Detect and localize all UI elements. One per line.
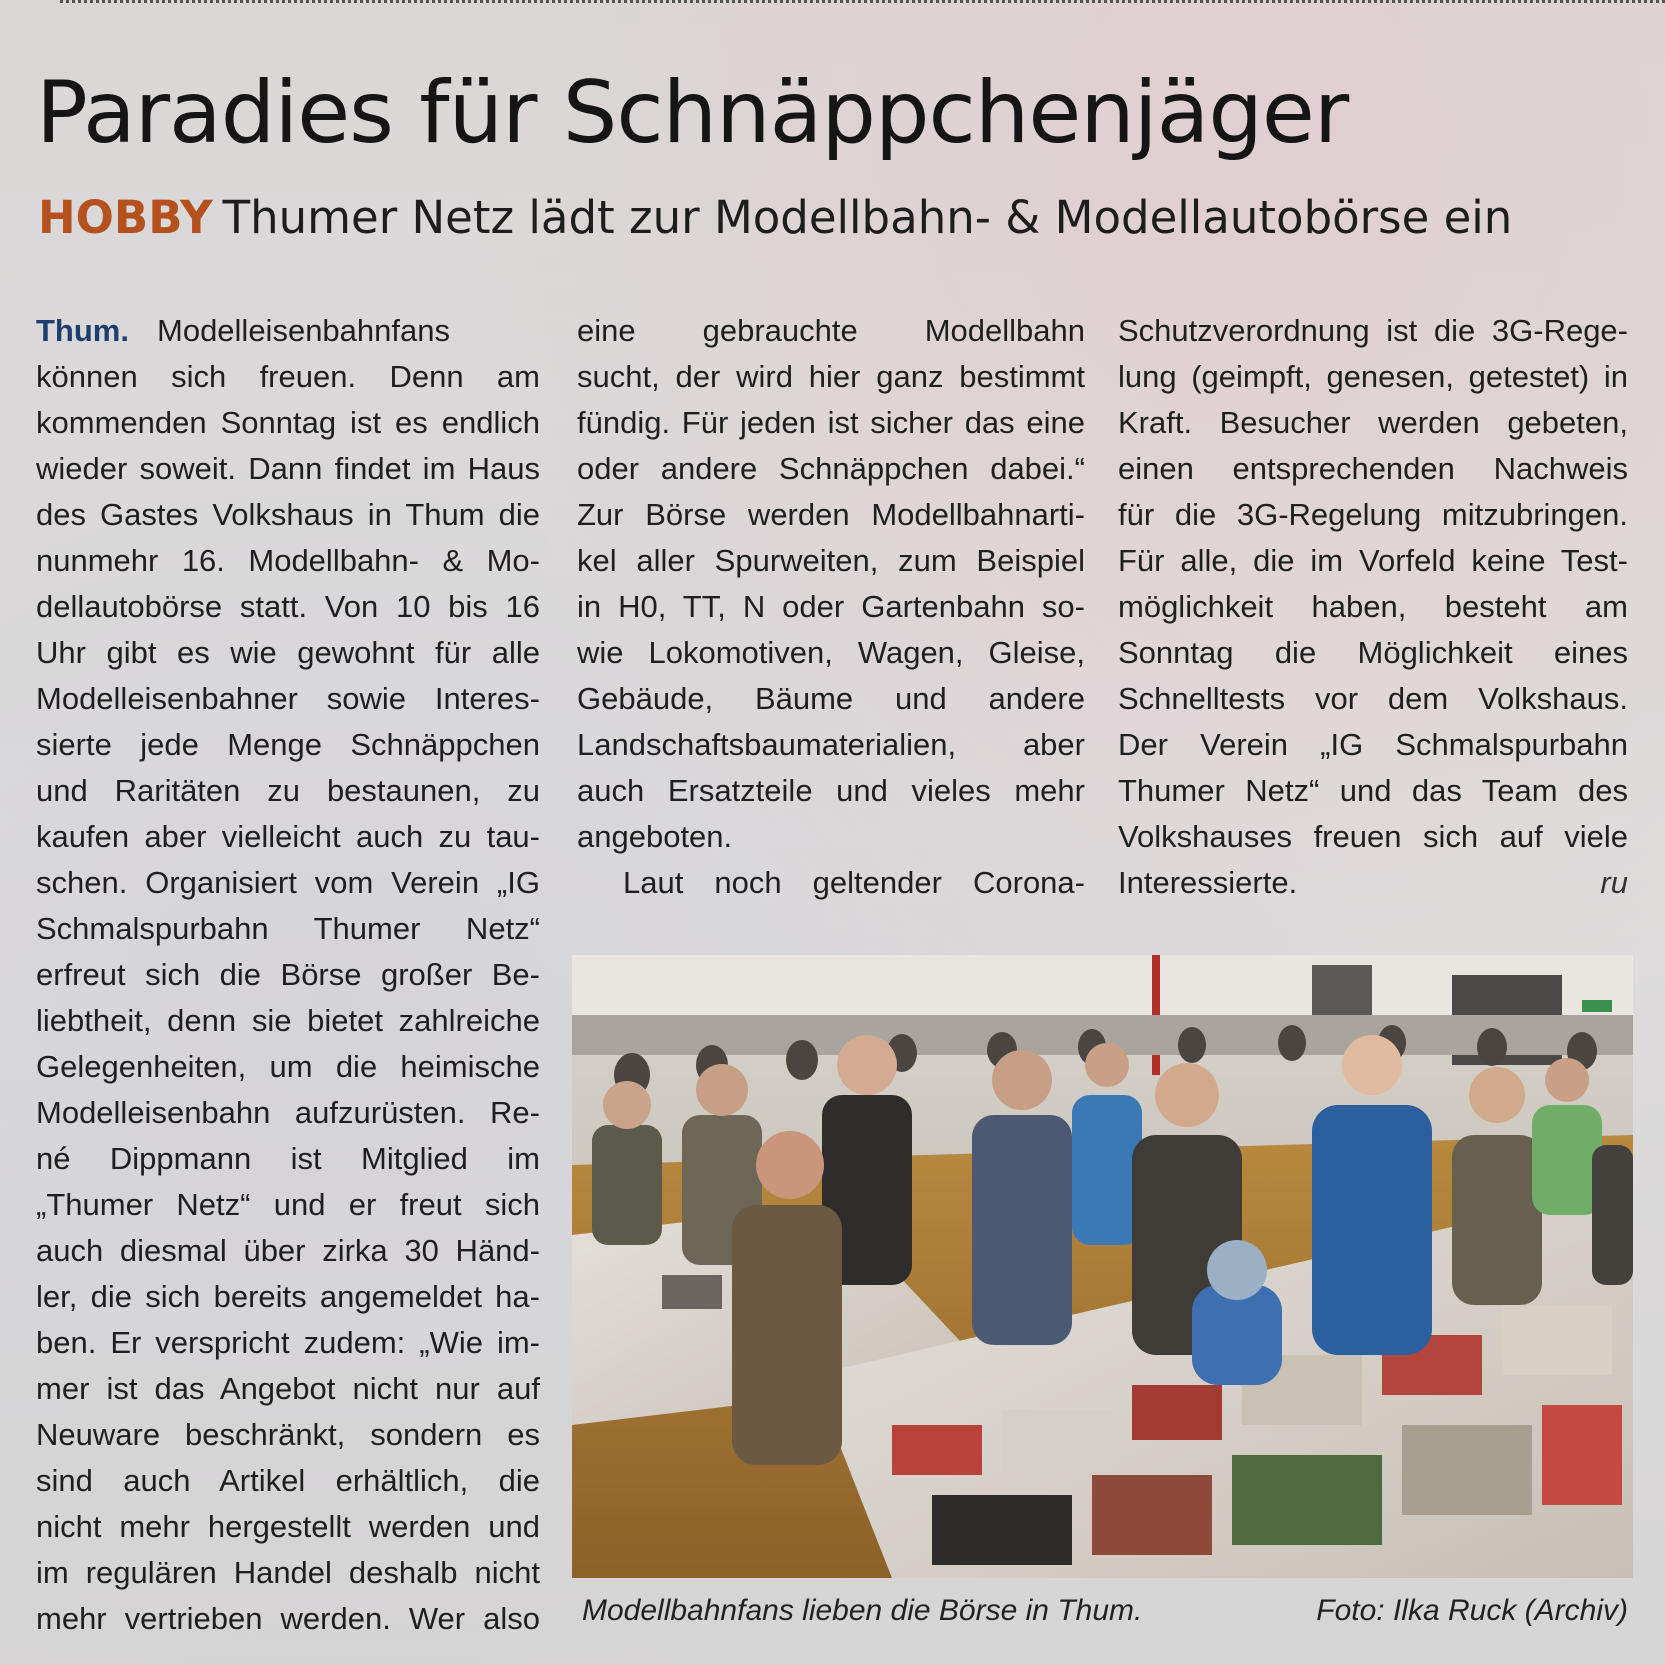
top-dotted-rule xyxy=(60,0,1665,3)
article-column-1 xyxy=(36,308,540,1642)
text-line: können sich freuen. Denn am xyxy=(36,359,540,394)
text-line: schen. Organisiert vom Verein „IG xyxy=(36,865,540,900)
text-line: né Dippmann ist Mitglied im xyxy=(36,1141,540,1176)
text-line: Uhr gibt es wie gewohnt für alle xyxy=(36,635,540,670)
text-line: kaufen aber vielleicht auch zu tau- xyxy=(36,819,540,854)
text-line: nicht mehr hergestellt werden und xyxy=(36,1509,540,1544)
text-line: erfreut sich die Börse großer Be- xyxy=(36,957,540,992)
text-line: möglichkeit haben, besteht am xyxy=(1118,589,1628,624)
text-line: Modelleisenbahn aufzurüsten. Re- xyxy=(36,1095,540,1130)
dateline: Thum. xyxy=(36,313,129,348)
text-line: Neuware beschränkt, sondern es xyxy=(36,1417,540,1452)
text-line-content: Interessierte. xyxy=(1118,865,1298,900)
text-line: ler, die sich bereits angemeldet ha- xyxy=(36,1279,540,1314)
text-line: kel aller Spurweiten, zum Beispiel xyxy=(577,543,1085,578)
text-line: liebtheit, denn sie bietet zahlreiche xyxy=(36,1003,540,1038)
text-line: Gebäude, Bäume und andere xyxy=(577,681,1085,716)
text-line: Thumer Netz“ und das Team des xyxy=(1118,773,1628,808)
photo-credit: Foto: Ilka Ruck (Archiv) xyxy=(1316,1594,1628,1627)
text-line: oder andere Schnäppchen dabei.“ xyxy=(577,451,1085,486)
text-line: Schmalspurbahn Thumer Netz“ xyxy=(36,911,540,946)
text-line: Gelegenheiten, um die heimische xyxy=(36,1049,540,1084)
kicker: HOBBY xyxy=(38,191,213,244)
headline: Paradies für Schnäppchenjäger xyxy=(36,63,1349,163)
text-line: einen entsprechenden Nachweis xyxy=(1118,451,1628,486)
author-initials: ru xyxy=(1600,865,1628,900)
text-line: ben. Er verspricht zudem: „Wie im- xyxy=(36,1325,540,1360)
text-line: lung (geimpft, genesen, getestet) in xyxy=(1118,359,1628,394)
text-line: angeboten. xyxy=(577,819,733,854)
photo-caption-row xyxy=(582,1590,1628,1632)
article-column-3 xyxy=(1118,308,1628,906)
article-photo xyxy=(572,955,1633,1578)
text-line xyxy=(36,308,540,354)
text-line: des Gastes Volkshaus in Thum die xyxy=(36,497,540,532)
photo-caption: Modellbahnfans lieben die Börse in Thum. xyxy=(582,1594,1143,1627)
text-line: Modelleisenbahner sowie Interes- xyxy=(36,681,540,716)
text-line: und Raritäten zu bestaunen, zu xyxy=(36,773,540,808)
text-line: Schnelltests vor dem Volkshaus. xyxy=(1118,681,1628,716)
text-line: Zur Börse werden Modellbahnarti- xyxy=(577,497,1085,532)
text-line: Kraft. Besucher werden gebeten, xyxy=(1118,405,1628,440)
text-line: Für alle, die im Vorfeld keine Test- xyxy=(1118,543,1628,578)
subheadline-row xyxy=(38,188,1512,248)
text-line: sierte jede Menge Schnäppchen xyxy=(36,727,540,762)
text-line: im regulären Handel deshalb nicht xyxy=(36,1555,540,1590)
text-line: „Thumer Netz“ und er freut sich xyxy=(36,1187,540,1222)
text-line: auch Ersatzteile und vieles mehr xyxy=(577,773,1085,808)
text-line: wie Lokomotiven, Wagen, Gleise, xyxy=(577,635,1085,670)
text-line: nunmehr 16. Modellbahn- & Mo- xyxy=(36,543,540,578)
text-line: wieder soweit. Dann findet im Haus xyxy=(36,451,540,486)
article-column-2 xyxy=(577,308,1085,906)
text-line: Sonntag die Möglichkeit eines xyxy=(1118,635,1628,670)
photo-illustration xyxy=(572,955,1633,1578)
text-line: fündig. Für jeden ist sicher das eine xyxy=(577,405,1085,440)
text-line: Landschaftsbaumaterialien, aber xyxy=(577,727,1085,762)
text-line: eine gebrauchte Modellbahn xyxy=(577,313,1085,348)
text-line: Der Verein „IG Schmalspurbahn xyxy=(1118,727,1628,762)
text-line: mer ist das Angebot nicht nur auf xyxy=(36,1371,540,1406)
subheadline: Thumer Netz lädt zur Modellbahn- & Modellautobörse ein xyxy=(222,191,1513,244)
text-line: für die 3G-Regelung mitzubringen. xyxy=(1118,497,1628,532)
text-line: mehr vertrieben werden. Wer also xyxy=(36,1601,540,1636)
text-line: sind auch Artikel erhältlich, die xyxy=(36,1463,540,1498)
text-line: in H0, TT, N oder Gartenbahn so- xyxy=(577,589,1085,624)
text-line-content: Modelleisenbahnfans xyxy=(157,313,450,348)
text-line: dellautobörse statt. Von 10 bis 16 xyxy=(36,589,540,624)
text-line: sucht, der wird hier ganz bestimmt xyxy=(577,359,1085,394)
text-line: auch diesmal über zirka 30 Händ- xyxy=(36,1233,540,1268)
text-line: Schutzverordnung ist die 3G-Rege- xyxy=(1118,313,1628,348)
text-line xyxy=(1118,860,1628,906)
text-line: kommenden Sonntag ist es endlich xyxy=(36,405,540,440)
text-line: Laut noch geltender Corona- xyxy=(623,865,1085,900)
text-line: Volkshauses freuen sich auf viele xyxy=(1118,819,1628,854)
